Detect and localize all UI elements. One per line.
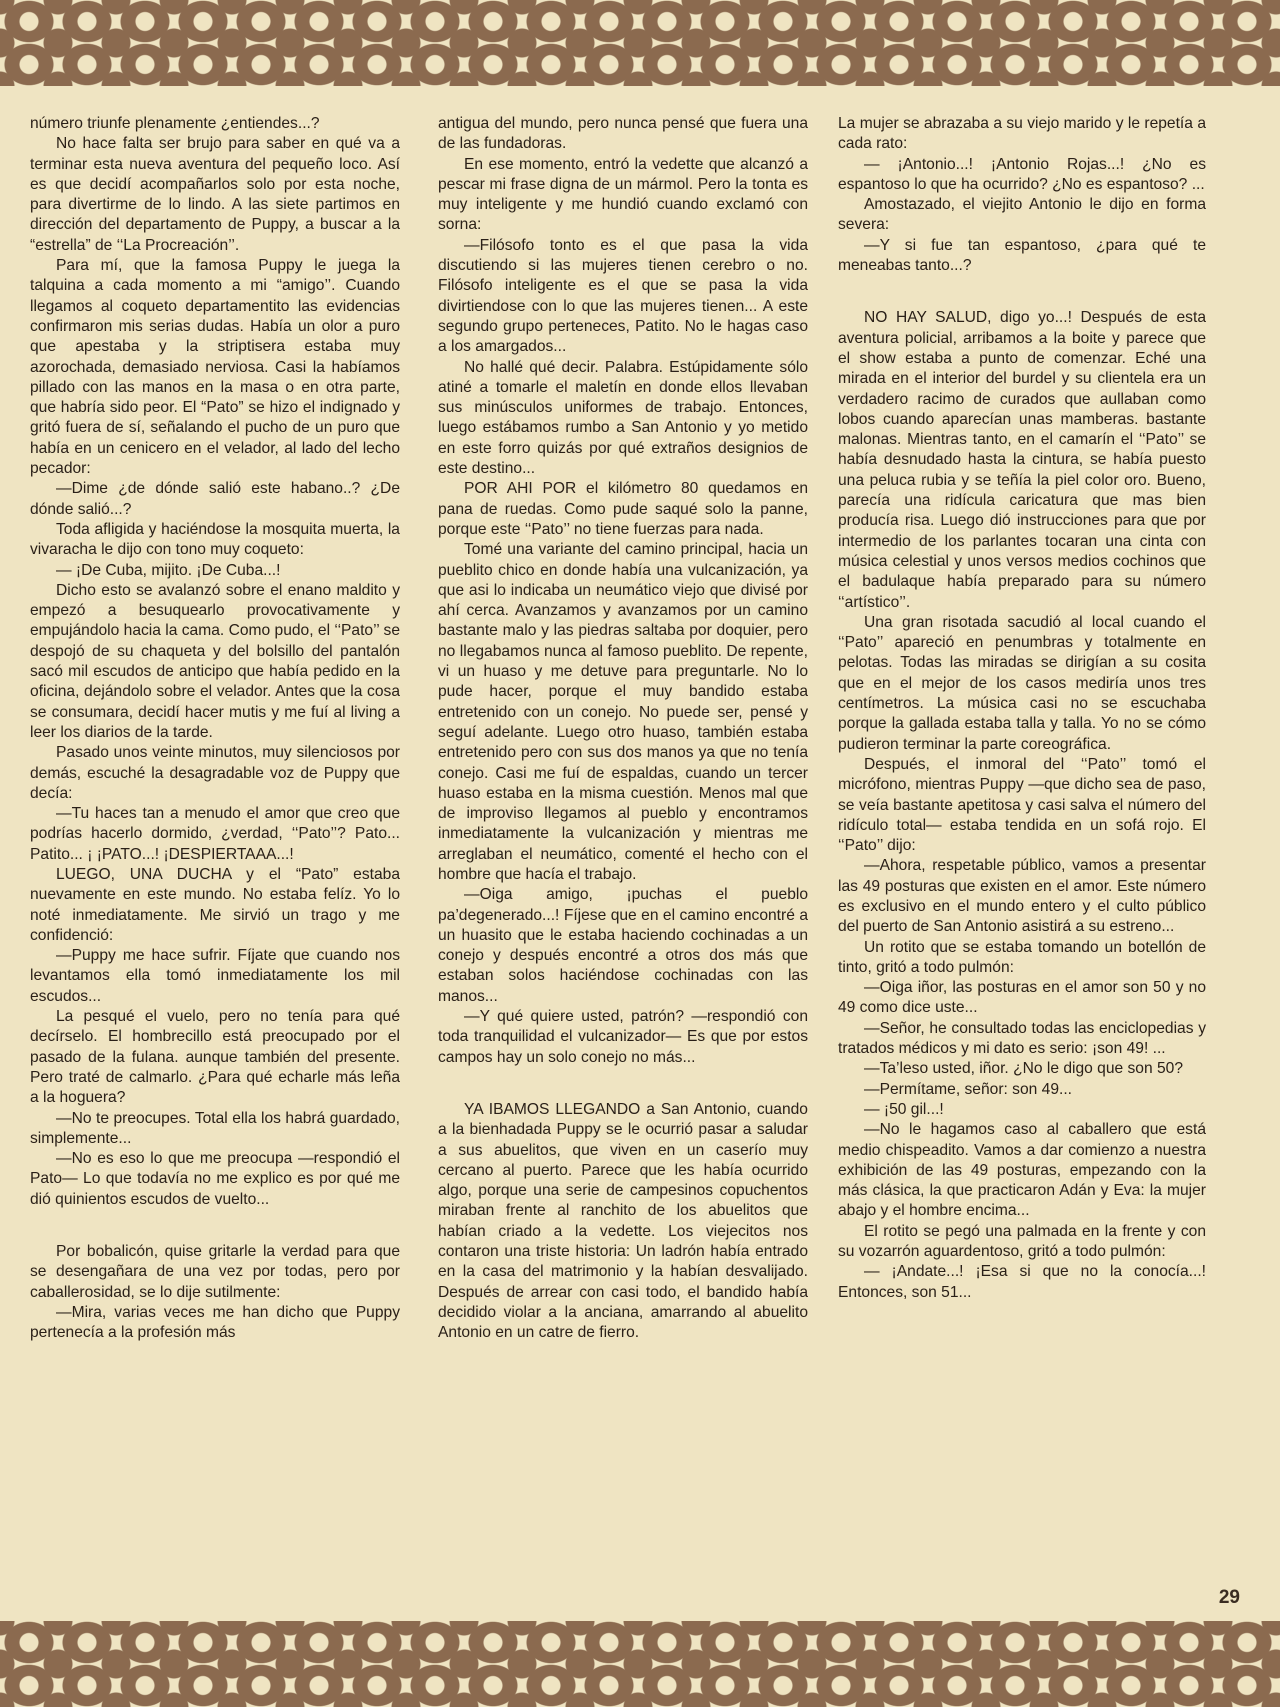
paragraph: Pasado unos veinte minutos, muy silenciosos por demás, escuché la desagradable voz de Puppy que decía:	[30, 744, 400, 802]
paragraph: — ¡Antonio...! ¡Antonio Rojas...! ¿No es espantoso lo que ha ocurrido? ¿No es espantoso? ...	[838, 155, 1206, 193]
paragraph: No hace falta ser brujo para saber en qué va a terminar esta nueva aventura del pequeño loco. Así es que decidí acompañarlos solo por esta noche, para divertirme de lo lindo. A las siete partimos en dirección del departamento de Puppy, a buscar a la “estrella” de ‘‘La Procreación’’.	[30, 135, 400, 254]
paragraph: Después, el inmoral del ‘‘Pato’’ tomó el micrófono, mientras Puppy —que dicho sea de paso, se veía bastante apetitosa y casi salva el número del ridículo total— estaba tendida en un sofá rojo. El ‘‘Pato’’ dijo:	[838, 755, 1206, 855]
paragraph: —Tu haces tan a menudo el amor que creo que podrías hacerlo dormido, ¿verdad, ‘‘Pato’’? Pato... Patito... ¡ ¡PATO...! ¡DESPIERTAAA...!	[30, 805, 400, 863]
paragraph: antigua del mundo, pero nunca pensé que fuera una de las fundadoras.	[438, 115, 808, 153]
paragraph: número triunfe plenamente ¿entiendes...?	[30, 115, 320, 132]
column-left	[30, 114, 400, 1614]
paragraph: Un rotito que se estaba tomando un botellón de tinto, gritó a todo pulmón:	[838, 938, 1206, 976]
paragraph: Tomé una variante del camino principal, hacia un pueblito chico en donde había una vulcanización, ya que asi lo indicaba un neumático viejo que divisé por ahí cerca. Avanzamos y avanzamos por un camino bastante malo y las piedras saltaba por doquier, pero no llegabamos nunca al famoso pueblito. De repente, vi un huaso y me detuve para preguntarle. No lo pude hacer, porque el muy bandido estaba entretenido con un conejo. No puede ser, pensé y seguí adelante. Luego otro huaso, también estaba entretenido pero con sus dos manos ya que no tenía conejo. Casi me fuí de espaldas, cuando un tercer huaso estaba en la misma cuestión. Menos mal que de improviso llegamos al pueblo y encontramos inmediatamente la vulcanización y mientras me arreglaban el neumático, comenté el hecho con el hombre que hacía el trabajo.	[438, 541, 808, 883]
paragraph: —No es eso lo que me preocupa —respondió el Pato— Lo que todavía no me explico es por qué me dió quinientos escudos de vuelto...	[30, 1150, 400, 1208]
paragraph: — ¡De Cuba, mijito. ¡De Cuba...!	[56, 561, 281, 579]
column-middle	[438, 114, 808, 1614]
paragraph: —No le hagamos caso al caballero que está medio chispeadito. Vamos a dar comienzo a nuestra exhibición de las 49 posturas, empezando con la más clásica, la que practicaron Adán y Eva: la mujer abajo y el hombre encima...	[838, 1121, 1206, 1220]
section-lead-paragraph: NO HAY SALUD, digo yo...! Después de esta aventura policial, arribamos a la boite y parece que el show estaba a punto de comenzar. Eché una mirada en el interior del burdel y su clientela era un verdadero racimo de curados que aullaban como lobos cuando aparecían unas mamberas. bastante malonas. Mientras tanto, en el camarín el ‘‘Pato’’ se había desnudado hasta la cintura, se había puesto una peluca rubia y se teñía la piel color oro. Bueno, parecía una ridícula caricatura que mas bien producía risa. Luego dió instrucciones para que por intermedio de los parlantes tocaran una cinta con música celestial y unos versos medios cochinos que el badulaque había preparado para su número ‘‘artístico’’.	[838, 309, 1206, 611]
paragraph: La pesqué el vuelo, pero no tenía para qué decírselo. El hombrecillo está preocupado por el pasado de la fulana. aunque también del presente. Pero traté de calmarlo. ¿Para qué echarle más leña a la hoguera?	[30, 1008, 400, 1107]
ornamental-border-top	[0, 0, 1280, 86]
paragraph: —Dime ¿de dónde salió este habano..? ¿De dónde salió...?	[30, 480, 400, 518]
paragraph: Por bobalicón, quise gritarle la verdad para que se desengañara de una vez por todas, pero por caballerosidad, se lo dije sutilmente:	[30, 1243, 400, 1301]
paragraph: —Señor, he consultado todas las enciclopedias y tratados médicos y mi dato es serio: ¡son 49! ...	[838, 1019, 1206, 1058]
section-lead-paragraph: POR AHI POR el kilómetro 80 quedamos en pana de ruedas. Como pude saqué solo la panne, porque este ‘‘Pato’’ no tiene fuerzas para nada.	[438, 480, 808, 538]
paragraph: Toda afligida y haciéndose la mosquita muerta, la vivaracha le dijo con tono muy coqueto:	[30, 520, 400, 559]
paragraph: —Y qué quiere usted, patrón? —respondió con toda tranquilidad el vulcanizador— Es que por estos campos hay un solo conejo no más...	[438, 1008, 808, 1066]
column-right	[838, 114, 1206, 1614]
ornamental-border-bottom	[0, 1621, 1280, 1707]
paragraph: — ¡50 gil...!	[864, 1100, 944, 1118]
paragraph: —Y si fue tan espantoso, ¿para qué te meneabas tanto...?	[838, 236, 1206, 275]
paragraph: Una gran risotada sacudió al local cuando el ‘‘Pato’’ apareció en penumbras y totalmente en pelotas. Todas las miradas se dirigían a su cosita que en el mejor de los casos mediría unos tres centímetros. La música casi no se escuchaba porque la gallada estaba talla y talla. Yo no se cómo pudieron terminar la parte coreográfica.	[838, 613, 1206, 753]
paragraph: —Oiga amigo, ¡puchas el pueblo pa’degenerado...! Fíjese que en el camino encontré a un huasito que le estaba haciendo cochinadas a un conejo y después encontré a otros dos más que estaban solos haciéndose cochinadas con las manos...	[438, 886, 808, 1005]
paragraph: El rotito se pegó una palmada en la frente y con su vozarrón aguardentoso, gritó a todo pulmón:	[838, 1222, 1206, 1261]
paragraph: Dicho esto se avalanzó sobre el enano maldito y empezó a besuquearlo provocativamente y empujándolo hacia la cama. Como pudo, el ‘‘Pato’’ se despojó de su chaqueta y del bolsillo del pantalón sacó mil escudos de anticipo que había pedido en la oficina, dejándolo sobre el velador. Antes que la cosa se consumara, decidí hacer mutis y me fuí al living a leer los diarios de la tarde.	[30, 581, 400, 741]
paragraph: No hallé qué decir. Palabra. Estúpidamente sólo atiné a tomarle el maletín en donde ellos llevaban sus minúsculos uniformes de trabajo. Entonces, luego estábamos rumbo a San Antonio y yo metido en este forro quizás por qué extraños designios de este destino...	[438, 358, 808, 478]
section-lead-paragraph: YA IBAMOS LLEGANDO a San Antonio, cuando a la bienhadada Puppy se le ocurrió pasar a saludar a sus abuelitos, que viven en un caserío muy cercano al puerto. Parece que les había ocurrido algo, porque una serie de campesinos copuchentos miraban frente al ranchito de los abuelitos que habían criado a la vedette. Los viejecitos nos contaron una triste historia: Un ladrón había entrado en la casa del matrimonio y la habían desvalijado. Después de arrear con casi todo, el bandido había decidido violar a la anciana, amarrando al abuelito Antonio en un catre de fierro.	[438, 1100, 808, 1342]
paragraph: La mujer se abrazaba a su viejo marido y le repetía a cada rato:	[838, 115, 1206, 153]
section-lead-paragraph: LUEGO, UNA DUCHA y el “Pato” estaba nuevamente en este mundo. No estaba felíz. Yo lo noté inmediatamente. Me sirvió un trago y me confidenció:	[30, 865, 400, 944]
paragraph: —Oiga iñor, las posturas en el amor son 50 y no 49 como dice uste...	[838, 979, 1206, 1017]
paragraph: —No te preocupes. Total ella los habrá guardado, simplemente...	[30, 1109, 400, 1147]
paragraph: —Filósofo tonto es el que pasa la vida discutiendo si las mujeres tienen cerebro o no. Filósofo inteligente es el que se pasa la vida divirtiendose con lo que las mujeres tienen... A este segundo grupo perteneces, Patito. No le hagas caso a los amargados...	[438, 236, 808, 356]
paragraph: —Ta’leso usted, iñor. ¿No le digo que son 50?	[864, 1060, 1184, 1078]
paragraph: —Mira, varias veces me han dicho que Puppy pertenecía a la profesión más	[30, 1303, 400, 1342]
paragraph: En ese momento, entró la vedette que alcanzó a pescar mi frase digna de un mármol. Pero la tonta es muy inteligente y me hundió cuando exclamó con sorna:	[438, 155, 808, 234]
paragraph: Para mí, que la famosa Puppy le juega la talquina a cada momento a mi “amigo’’. Cuando llegamos al coqueto departamentito las evidencias confirmaron mis serias dudas. Había un olor a puro que apestaba y la striptisera estaba muy azorochada, demasiado nerviosa. Casi la habíamos pillado con las manos en la masa o en otra parte, que habría sido peor. El “Pato” se hizo el indignado y gritó fuera de sí, señalando el pucho de un puro que había en un cenicero en el velador, al lado del lecho pecador:	[30, 257, 400, 478]
paragraph: —Ahora, respetable público, vamos a presentar las 49 posturas que existen en el amor. Este número es exclusivo en el mundo entero y el culto público del puerto de San Antonio asistirá a su estreno...	[838, 857, 1206, 936]
paragraph: — ¡Andate...! ¡Esa si que no la conocía...! Entonces, son 51...	[838, 1263, 1206, 1301]
paragraph: Amostazado, el viejito Antonio le dijo en forma severa:	[838, 196, 1206, 234]
page-number: 29	[1218, 1587, 1240, 1608]
paragraph: —Permítame, señor: son 49...	[864, 1080, 1073, 1098]
paragraph: —Puppy me hace sufrir. Fíjate que cuando nos levantamos ella tomó inmediatamente los mil escudos...	[30, 947, 400, 1005]
